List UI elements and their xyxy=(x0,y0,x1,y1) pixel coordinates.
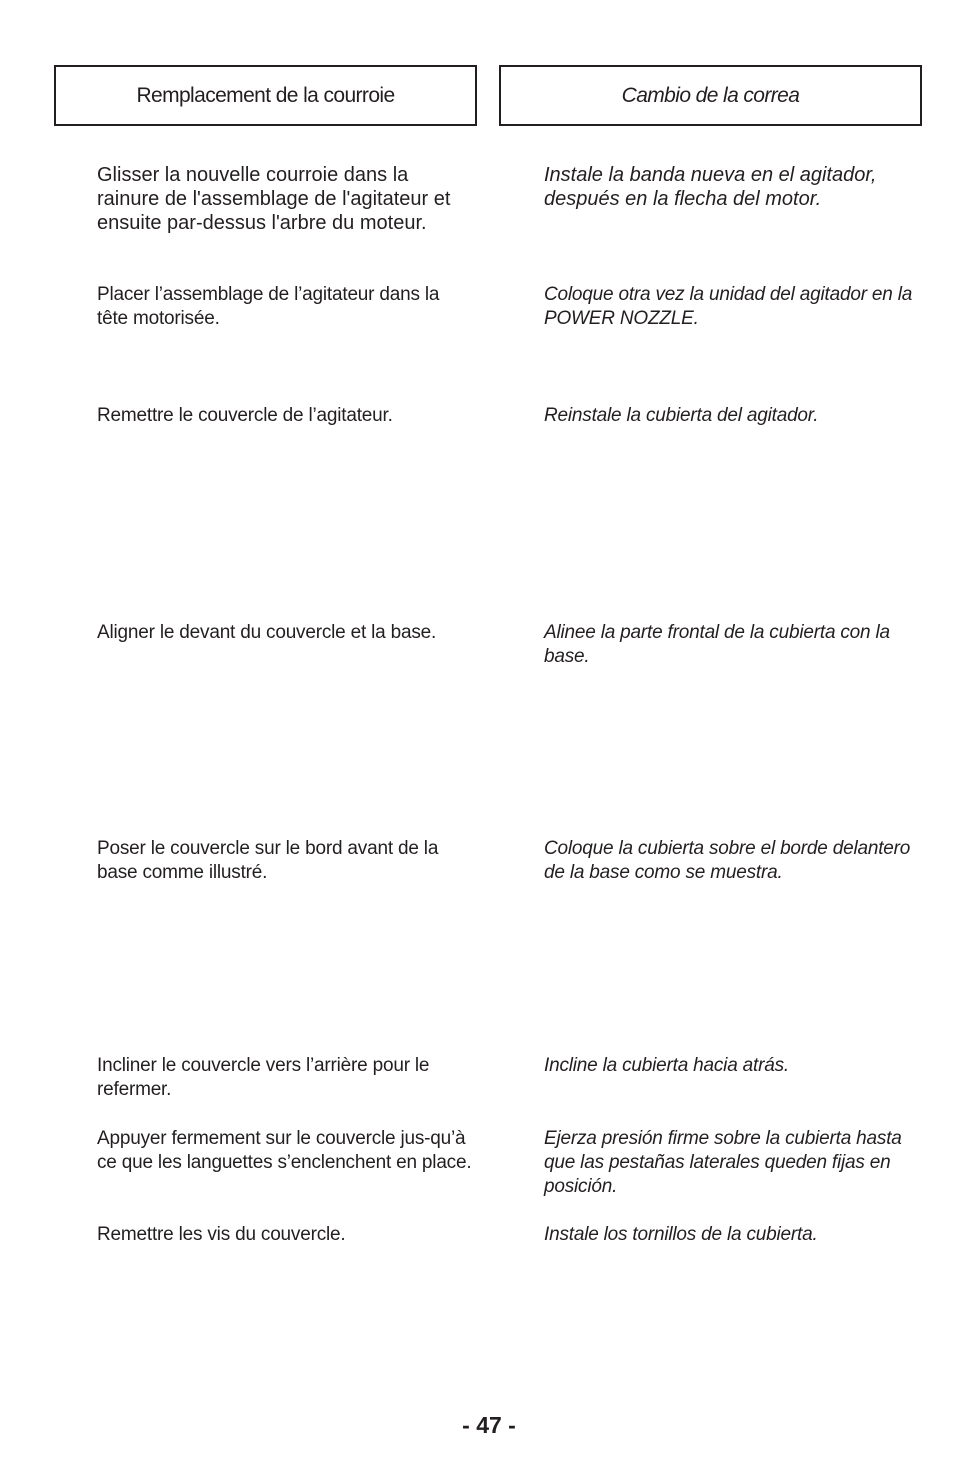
step-6-spanish: Incline la cubierta hacia atrás. xyxy=(544,1055,789,1076)
section-header-french xyxy=(54,65,477,126)
step-4-french: Aligner le devant du couvercle et la base. xyxy=(97,622,437,643)
step-7-french: Appuyer fermement sur le couvercle jus-qu’à ce que les languettes s’enclenchent en place. xyxy=(97,1128,472,1173)
section-title-french: Remplacement de la courroie xyxy=(136,83,395,107)
section-title-spanish: Cambio de la correa xyxy=(621,83,800,107)
step-3-spanish: Reinstale la cubierta del agitador. xyxy=(544,405,819,426)
step-7-spanish: Ejerza presión firme sobre la cubierta hasta que las pestañas laterales queden fijas en posición. xyxy=(544,1128,902,1197)
step-3-french: Remettre le couvercle de l’agitateur. xyxy=(97,405,393,426)
step-2-spanish: Coloque otra vez la unidad del agitador en la POWER NOZZLE. xyxy=(544,284,913,329)
step-8-french: Remettre les vis du couvercle. xyxy=(97,1224,346,1245)
step-5-spanish: Coloque la cubierta sobre el borde delantero de la base como se muestra. xyxy=(544,838,911,883)
step-6-french: Incliner le couvercle vers l’arrière pour le refermer. xyxy=(97,1055,430,1100)
step-1-french: Glisser la nouvelle courroie dans la rainure de l'assemblage de l'agitateur et ensuite par-dessus l'arbre du moteur. xyxy=(97,164,451,234)
step-2-french: Placer l’assemblage de l’agitateur dans la tête motorisée. xyxy=(97,284,440,329)
step-4-spanish: Alinee la parte frontal de la cubierta con la base. xyxy=(544,622,890,667)
page-number: - 47 - xyxy=(462,1412,516,1438)
section-header-spanish xyxy=(499,65,922,126)
step-1-spanish: Instale la banda nueva en el agitador, después en la flecha del motor. xyxy=(544,164,877,210)
step-8-spanish: Instale los tornillos de la cubierta. xyxy=(544,1224,818,1245)
step-5-french: Poser le couvercle sur le bord avant de la base comme illustré. xyxy=(97,838,439,883)
